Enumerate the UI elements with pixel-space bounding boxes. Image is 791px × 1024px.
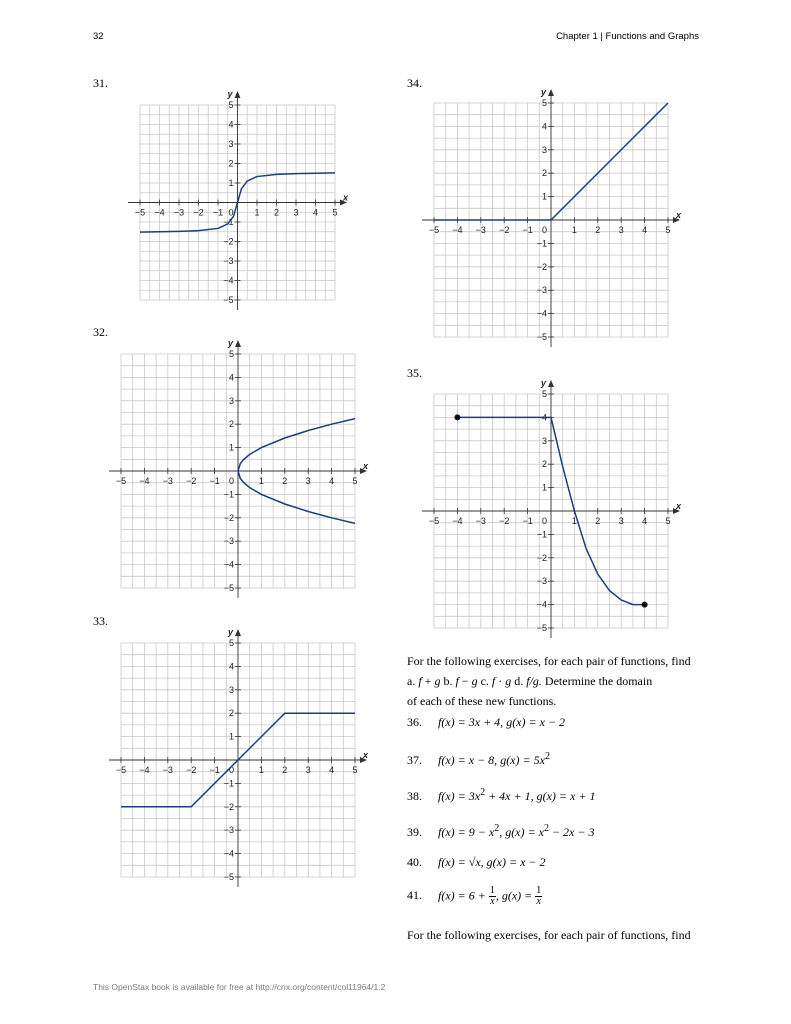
x-tick-label: −5 [115, 765, 127, 775]
y-tick-label: −5 [536, 332, 547, 342]
y-tick-label: 3 [228, 395, 234, 406]
x-tick-label: −2 [186, 765, 197, 775]
graph-body [128, 91, 347, 310]
x-tick-label: 5 [352, 476, 358, 486]
y-tick-label: −3 [223, 536, 234, 547]
fraction-denominator: x [490, 896, 495, 907]
y-axis-arrow [548, 380, 554, 387]
y-tick-label: 3 [541, 144, 547, 155]
y-tick-label: 3 [228, 684, 234, 695]
problem-number: 36. [407, 715, 422, 729]
y-tick-label: −2 [223, 801, 234, 812]
x-tick-label: −3 [173, 207, 185, 218]
g-label: g(x) = [505, 825, 536, 839]
y-tick-label: 5 [541, 98, 547, 108]
minus-symbol: − [461, 674, 469, 688]
x-tick-label: 3 [305, 765, 311, 775]
y-tick-label: −5 [223, 872, 234, 882]
x-tick-label: 1 [571, 516, 577, 526]
x-tick-label: 3 [305, 476, 311, 486]
footer-note: This OpenStax book is available for free at http://cnx.org/content/col11964/1.2 [93, 982, 386, 992]
y-tick-label: 4 [228, 372, 234, 383]
exercise-label: 32. [93, 325, 108, 339]
x-axis-label: x [343, 192, 349, 203]
f-symbol: f [455, 674, 459, 688]
f-expression: 3x [468, 789, 481, 803]
x-tick-label: −2 [186, 476, 197, 486]
x-tick-label: 4 [642, 516, 648, 526]
problem-36 [407, 715, 565, 730]
x-tick-label: 2 [282, 765, 288, 775]
y-tick-label: 4 [228, 119, 234, 130]
g-expression: x − 2 [520, 855, 546, 869]
g-label: g(x) = [536, 789, 568, 803]
y-tick-label: −4 [223, 559, 234, 570]
x-tick-label: 5 [665, 225, 671, 235]
f-expression-rest: , [495, 888, 499, 903]
graph-35 [428, 378, 682, 633]
part-b-label: b. [443, 674, 453, 688]
x-tick-label: −5 [134, 207, 146, 218]
x-axis-label: x [363, 461, 369, 471]
g-symbol: g [434, 674, 441, 688]
y-tick-label: 2 [228, 158, 234, 169]
y-tick-label: 5 [228, 349, 234, 359]
origin-label: 0 [228, 476, 234, 486]
part-c-label: c. [480, 674, 489, 688]
exercise-label: 34. [407, 76, 422, 90]
x-tick-label: −2 [499, 225, 510, 235]
f-exponent: 2 [480, 787, 486, 798]
x-tick-label: −4 [139, 476, 150, 486]
problem-40 [407, 855, 546, 870]
x-tick-label: 1 [254, 207, 260, 218]
origin-label: 0 [541, 516, 547, 526]
y-tick-label: −3 [536, 285, 547, 296]
origin-label: 0 [228, 207, 234, 218]
y-tick-label: −1 [223, 489, 234, 500]
f-expression: 9 − x [468, 825, 495, 839]
y-axis-arrow [235, 340, 241, 347]
g-label: g(x) = [500, 753, 531, 767]
x-tick-label: 2 [273, 207, 280, 218]
page-number: 32 [93, 31, 104, 42]
fraction-numerator: 1 [489, 885, 495, 896]
x-tick-label: 5 [332, 207, 338, 218]
x-tick-label: 5 [665, 516, 671, 526]
y-tick-label: 3 [541, 435, 547, 446]
g-label: g(x) = [486, 855, 518, 869]
graph-32 [115, 338, 369, 593]
f-label: f(x) = [438, 825, 466, 839]
y-axis-arrow [235, 629, 241, 636]
y-axis-arrow [235, 91, 241, 98]
f-exponent: 2 [494, 823, 500, 834]
graph-body [109, 340, 367, 598]
origin-label: 0 [228, 765, 234, 775]
y-tick-label: −4 [223, 848, 234, 859]
f-expression: 3x + 4, [468, 715, 504, 729]
x-tick-label: 4 [329, 476, 335, 486]
y-tick-label: −3 [223, 825, 234, 836]
x-axis-label: x [363, 750, 369, 760]
y-tick-label: −4 [536, 308, 547, 319]
y-tick-label: 3 [228, 139, 234, 149]
f-fraction [489, 886, 496, 907]
y-tick-label: −5 [223, 295, 234, 305]
graph-body [109, 629, 367, 887]
y-tick-label: 1 [541, 191, 547, 202]
problem-number: 41. [407, 888, 422, 903]
origin-label: 0 [541, 225, 547, 235]
y-tick-label: 2 [541, 168, 547, 179]
y-tick-label: 1 [228, 442, 234, 453]
plus-symbol: + [424, 674, 432, 688]
y-axis-label: y [541, 378, 547, 388]
x-tick-label: −4 [452, 516, 463, 526]
x-tick-label: 3 [618, 225, 624, 235]
y-tick-label: −2 [223, 236, 234, 247]
g-symbol: g [505, 674, 512, 688]
f-expression-rest: + 4x + 1, [485, 789, 534, 803]
x-tick-label: 5 [352, 765, 358, 775]
x-tick-label: −1 [212, 207, 224, 218]
y-tick-label: −2 [223, 512, 234, 523]
x-axis-label: x [676, 501, 682, 511]
y-tick-label: −1 [223, 778, 234, 789]
y-tick-label: 1 [228, 178, 234, 188]
x-tick-label: 2 [282, 476, 288, 486]
instructions-bottom: For the following exercises, for each pair of functions, find [407, 928, 691, 942]
determine-text: Determine the domain [544, 674, 653, 688]
f-label: f(x) = [438, 753, 466, 767]
endpoint-dot [642, 602, 648, 608]
g-fraction [535, 886, 542, 907]
x-tick-label: −3 [162, 765, 173, 775]
y-axis-arrow [548, 89, 554, 96]
graph-body [422, 89, 680, 347]
y-tick-label: 1 [228, 731, 234, 742]
dot-symbol: · [498, 674, 503, 688]
g-expression: x + 1 [570, 789, 596, 803]
problem-number: 39. [407, 825, 422, 839]
x-tick-label: 3 [293, 207, 299, 218]
y-axis-label: y [227, 89, 233, 99]
y-tick-label: 4 [541, 412, 547, 423]
problem-number: 38. [407, 789, 422, 803]
x-tick-label: 2 [595, 225, 601, 235]
y-tick-label: 2 [228, 419, 234, 430]
y-tick-label: −1 [223, 217, 234, 227]
part-d-label: d. [514, 674, 524, 688]
exercise-label: 33. [93, 614, 108, 628]
part-a-label: a. [407, 674, 416, 688]
x-tick-label: 4 [329, 765, 335, 775]
problem-41 [407, 886, 542, 907]
x-tick-label: −2 [499, 516, 510, 526]
y-axis-label: y [228, 627, 234, 637]
f-expression: 6 + [468, 888, 486, 903]
x-tick-label: −4 [452, 225, 463, 235]
y-tick-label: 5 [228, 638, 234, 648]
x-tick-label: −2 [193, 207, 204, 218]
x-tick-label: −3 [475, 225, 486, 235]
y-tick-label: −1 [536, 238, 547, 249]
x-tick-label: 1 [571, 225, 577, 235]
x-tick-label: 3 [618, 516, 624, 526]
g-exponent: 2 [543, 823, 549, 834]
instructions-end: of each of these new functions. [407, 694, 557, 708]
x-tick-label: −3 [162, 476, 173, 486]
graph-31 [134, 89, 349, 305]
problem-number: 40. [407, 855, 422, 869]
y-tick-label: −4 [536, 599, 547, 610]
y-tick-label: 2 [228, 708, 234, 719]
instructions-intro: For the following exercises, for each pair of functions, find [407, 654, 691, 668]
f-expression: √x, [468, 855, 484, 869]
exercise-label: 35. [407, 366, 422, 380]
x-tick-label: 4 [642, 225, 648, 235]
y-tick-label: −1 [536, 529, 547, 540]
f-label: f(x) = [438, 888, 466, 903]
y-tick-label: −3 [536, 576, 547, 587]
x-tick-label: −4 [154, 207, 165, 218]
x-tick-label: −4 [139, 765, 150, 775]
y-tick-label: −3 [223, 256, 234, 266]
x-tick-label: 1 [258, 765, 264, 775]
graph-34 [428, 87, 682, 342]
endpoint-dot [454, 414, 460, 420]
y-tick-label: −2 [536, 261, 547, 272]
x-tick-label: −1 [209, 765, 220, 775]
f-expression-rest: , [499, 825, 503, 839]
chapter-title: Chapter 1 | Functions and Graphs [556, 31, 699, 42]
fraction-denominator: x [536, 896, 541, 907]
y-tick-label: −5 [223, 583, 234, 593]
instructions-parts [407, 671, 707, 691]
x-tick-label: −5 [428, 225, 440, 235]
graph-33 [115, 627, 369, 882]
graph-body [422, 380, 680, 638]
f-label: f(x) = [438, 855, 466, 869]
problem-38 [407, 787, 595, 804]
y-tick-label: −4 [223, 275, 234, 286]
x-tick-label: −1 [209, 476, 220, 486]
x-tick-label: 2 [595, 516, 601, 526]
y-tick-label: 4 [541, 121, 547, 132]
g-expression: x [538, 825, 544, 839]
x-tick-label: −1 [522, 225, 533, 235]
x-tick-label: −1 [522, 516, 533, 526]
f-over-g: f/g. [526, 674, 542, 688]
f-symbol: f [418, 674, 422, 688]
y-tick-label: 4 [228, 661, 234, 672]
y-tick-label: −5 [536, 623, 547, 633]
y-tick-label: 1 [541, 482, 547, 493]
x-tick-label: −3 [475, 516, 486, 526]
exercise-label: 31. [93, 76, 108, 90]
f-label: f(x) = [438, 789, 466, 803]
g-label: g(x) = [501, 888, 533, 903]
y-tick-label: 2 [541, 459, 547, 470]
y-tick-label: −2 [536, 552, 547, 563]
y-axis-label: y [228, 338, 234, 348]
g-exponent: 2 [544, 751, 550, 762]
f-label: f(x) = [438, 715, 466, 729]
instructions [407, 651, 707, 711]
problem-39 [407, 823, 594, 840]
problem-number: 37. [407, 753, 422, 767]
fraction-numerator: 1 [536, 885, 542, 896]
x-tick-label: −5 [428, 516, 440, 526]
g-expression-rest: − 2x − 3 [548, 825, 595, 839]
y-tick-label: 5 [541, 389, 547, 399]
x-tick-label: 1 [258, 476, 264, 486]
g-expression: 5x [533, 753, 545, 767]
y-tick-label: 5 [228, 100, 234, 110]
g-symbol: g [471, 674, 478, 688]
f-symbol: f [491, 674, 496, 688]
problem-37 [407, 751, 550, 768]
f-expression: x − 8, [468, 753, 498, 767]
x-axis-label: x [676, 210, 682, 220]
x-tick-label: −5 [115, 476, 127, 486]
g-expression: x − 2 [539, 715, 566, 729]
g-label: g(x) = [506, 715, 537, 729]
y-axis-label: y [541, 87, 547, 97]
x-tick-label: 4 [312, 207, 319, 218]
